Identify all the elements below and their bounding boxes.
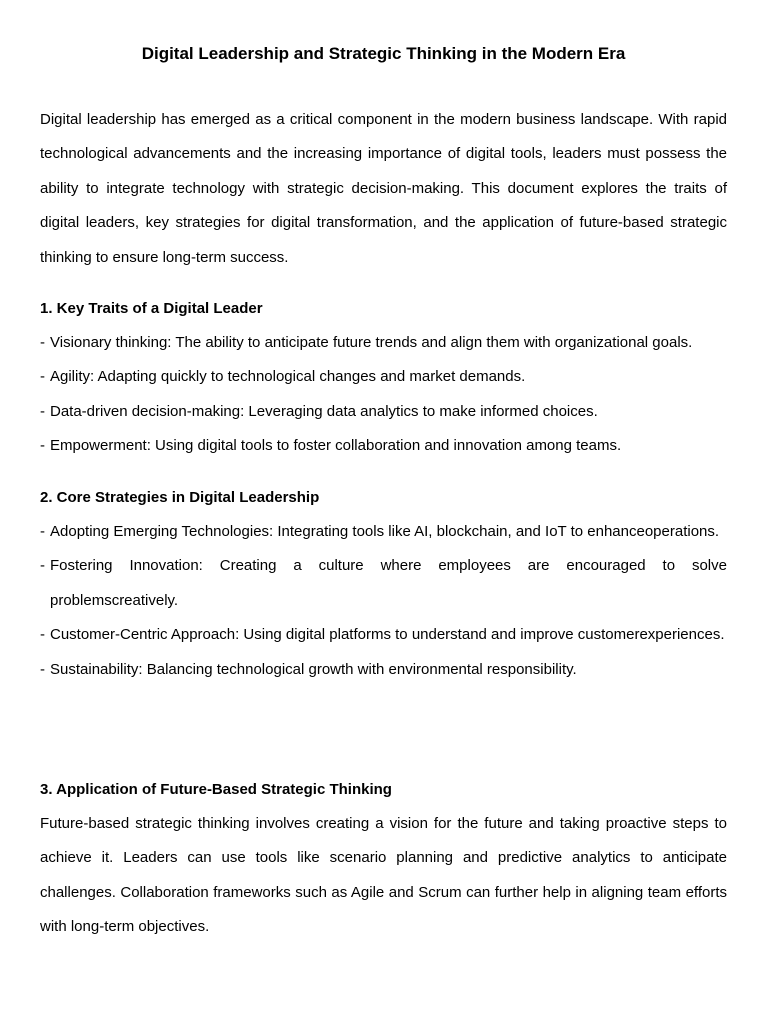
section-heading-application: 3. Application of Future-Based Strategic Thinking [40, 781, 392, 798]
list-dash: - [40, 437, 45, 455]
list-item [40, 326, 727, 360]
list-item [40, 618, 727, 652]
list-dash: - [40, 557, 45, 575]
list-dash: - [40, 368, 45, 386]
list-item-text: Fostering Innovation: Creating a culture where employees are encouraged to solve problemscreatively. [50, 557, 727, 609]
list-item [40, 429, 727, 463]
list-item [40, 395, 727, 429]
list-item [40, 515, 727, 549]
list-item-text: Data-driven decision-making: Leveraging data analytics to make informed choices. [50, 402, 598, 420]
traits-list [40, 326, 727, 464]
application-paragraph: Future-based strategic thinking involves creating a vision for the future and taking proactive steps to achieve it. Leaders can use tools like scenario planning and predictive analytics to anticipate challenges. Collaboration frameworks such as Agile and Scrum can further help in aligning team efforts with long-term objectives. [40, 815, 727, 936]
list-dash: - [40, 626, 45, 644]
list-item [40, 653, 727, 687]
list-item-text: Empowerment: Using digital tools to foster collaboration and innovation among teams. [50, 437, 622, 455]
intro-paragraph: Digital leadership has emerged as a critical component in the modern business landscape. With rapid technological advancements and the increasing importance of digital tools, leaders must possess the ability to integrate technology with strategic decision-making. This document explores the traits of digital leaders, key strategies for digital transformation, and the application of future-based strategic thinking to ensure long-term success. [40, 111, 727, 266]
strategies-list [40, 515, 727, 687]
list-item-text: Visionary thinking: The ability to anticipate future trends and align them with organizational goals. [50, 334, 693, 351]
list-item-text: Customer-Centric Approach: Using digital platforms to understand and improve customerexperiences. [50, 626, 725, 644]
list-item [40, 549, 727, 618]
list-dash: - [40, 334, 45, 351]
section-heading-strategies: 2. Core Strategies in Digital Leadership [40, 489, 320, 506]
list-item [40, 360, 727, 394]
list-item-text: Sustainability: Balancing technological growth with environmental responsibility. [50, 660, 577, 678]
section-heading-traits: 1. Key Traits of a Digital Leader [40, 300, 263, 317]
list-dash: - [40, 523, 45, 540]
list-dash: - [40, 660, 45, 678]
document-title: Digital Leadership and Strategic Thinking in the Modern Era [141, 44, 626, 63]
list-dash: - [40, 402, 45, 420]
list-item-text: Agility: Adapting quickly to technological changes and market demands. [50, 368, 526, 386]
list-item-text: Adopting Emerging Technologies: Integrating tools like AI, blockchain, and IoT to enhanceoperations. [50, 523, 720, 540]
